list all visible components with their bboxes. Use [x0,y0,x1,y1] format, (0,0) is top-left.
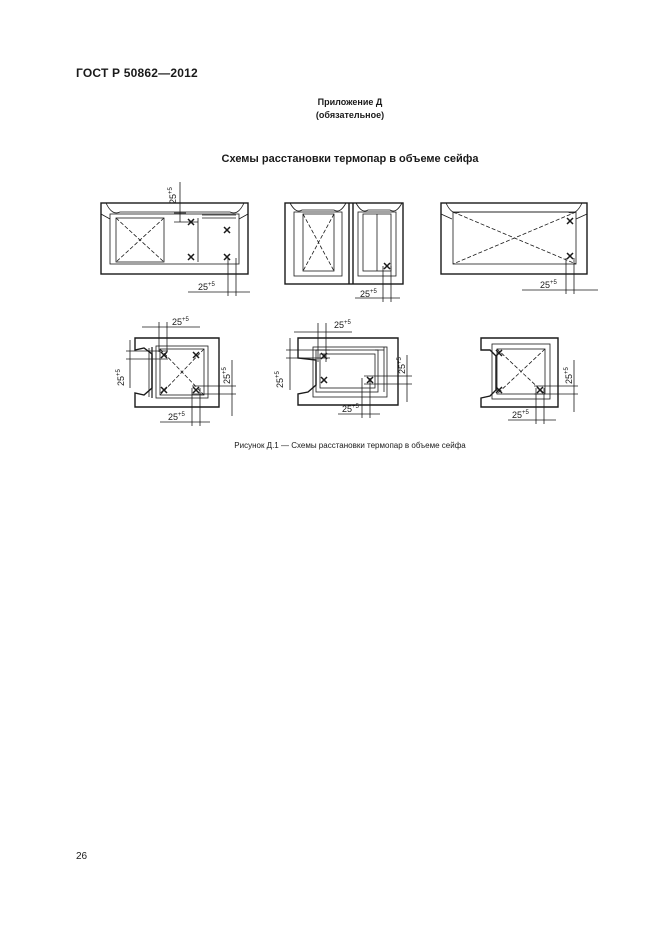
thermocouple-marker [567,218,573,224]
diagram-2 [285,203,403,302]
dimension-label: $25^{+5}$ [275,371,285,388]
thermocouple-marker [321,377,327,383]
page-number: 26 [76,851,88,862]
dimension-label: $25^{+5}$ [168,187,178,204]
dimension-label: $25^{+5}$ [397,357,407,374]
diagram-4 [126,322,236,426]
thermocouple-marker [193,387,199,393]
dimension-label: $25^{+5}$ [172,317,189,327]
dimension-label: $25^{+5}$ [342,404,359,414]
dimension-label: $25^{+5}$ [334,320,351,330]
figure-caption: Рисунок Д.1 — Схемы расстановки термопар в объеме сейфа [234,441,466,450]
dimension-label: $25^{+5}$ [198,282,215,292]
section-title: Схемы расстановки термопар в объеме сейфа [221,153,479,165]
diagram-3 [441,203,598,294]
thermocouple-marker [384,263,390,269]
dimension-label: $25^{+5}$ [222,367,232,384]
dimension-label: $25^{+5}$ [168,412,185,422]
thermocouple-marker [567,253,573,259]
dimension-label: $25^{+5}$ [512,410,529,420]
dimension-label: $25^{+5}$ [360,289,377,299]
thermocouple-marker [161,387,167,393]
thermocouple-marker [537,387,543,393]
appendix-status: (обязательное) [315,110,385,120]
appendix-title: Приложение Д [317,97,383,107]
document-number: ГОСТ Р 50862—2012 [76,66,198,80]
thermocouple-marker [224,254,230,260]
thermocouple-marker [188,254,194,260]
dimension-label: $25^{+5}$ [116,369,126,386]
thermocouple-marker [224,227,230,233]
dimension-label: $25^{+5}$ [564,367,574,384]
dimension-label: $25^{+5}$ [540,280,557,290]
